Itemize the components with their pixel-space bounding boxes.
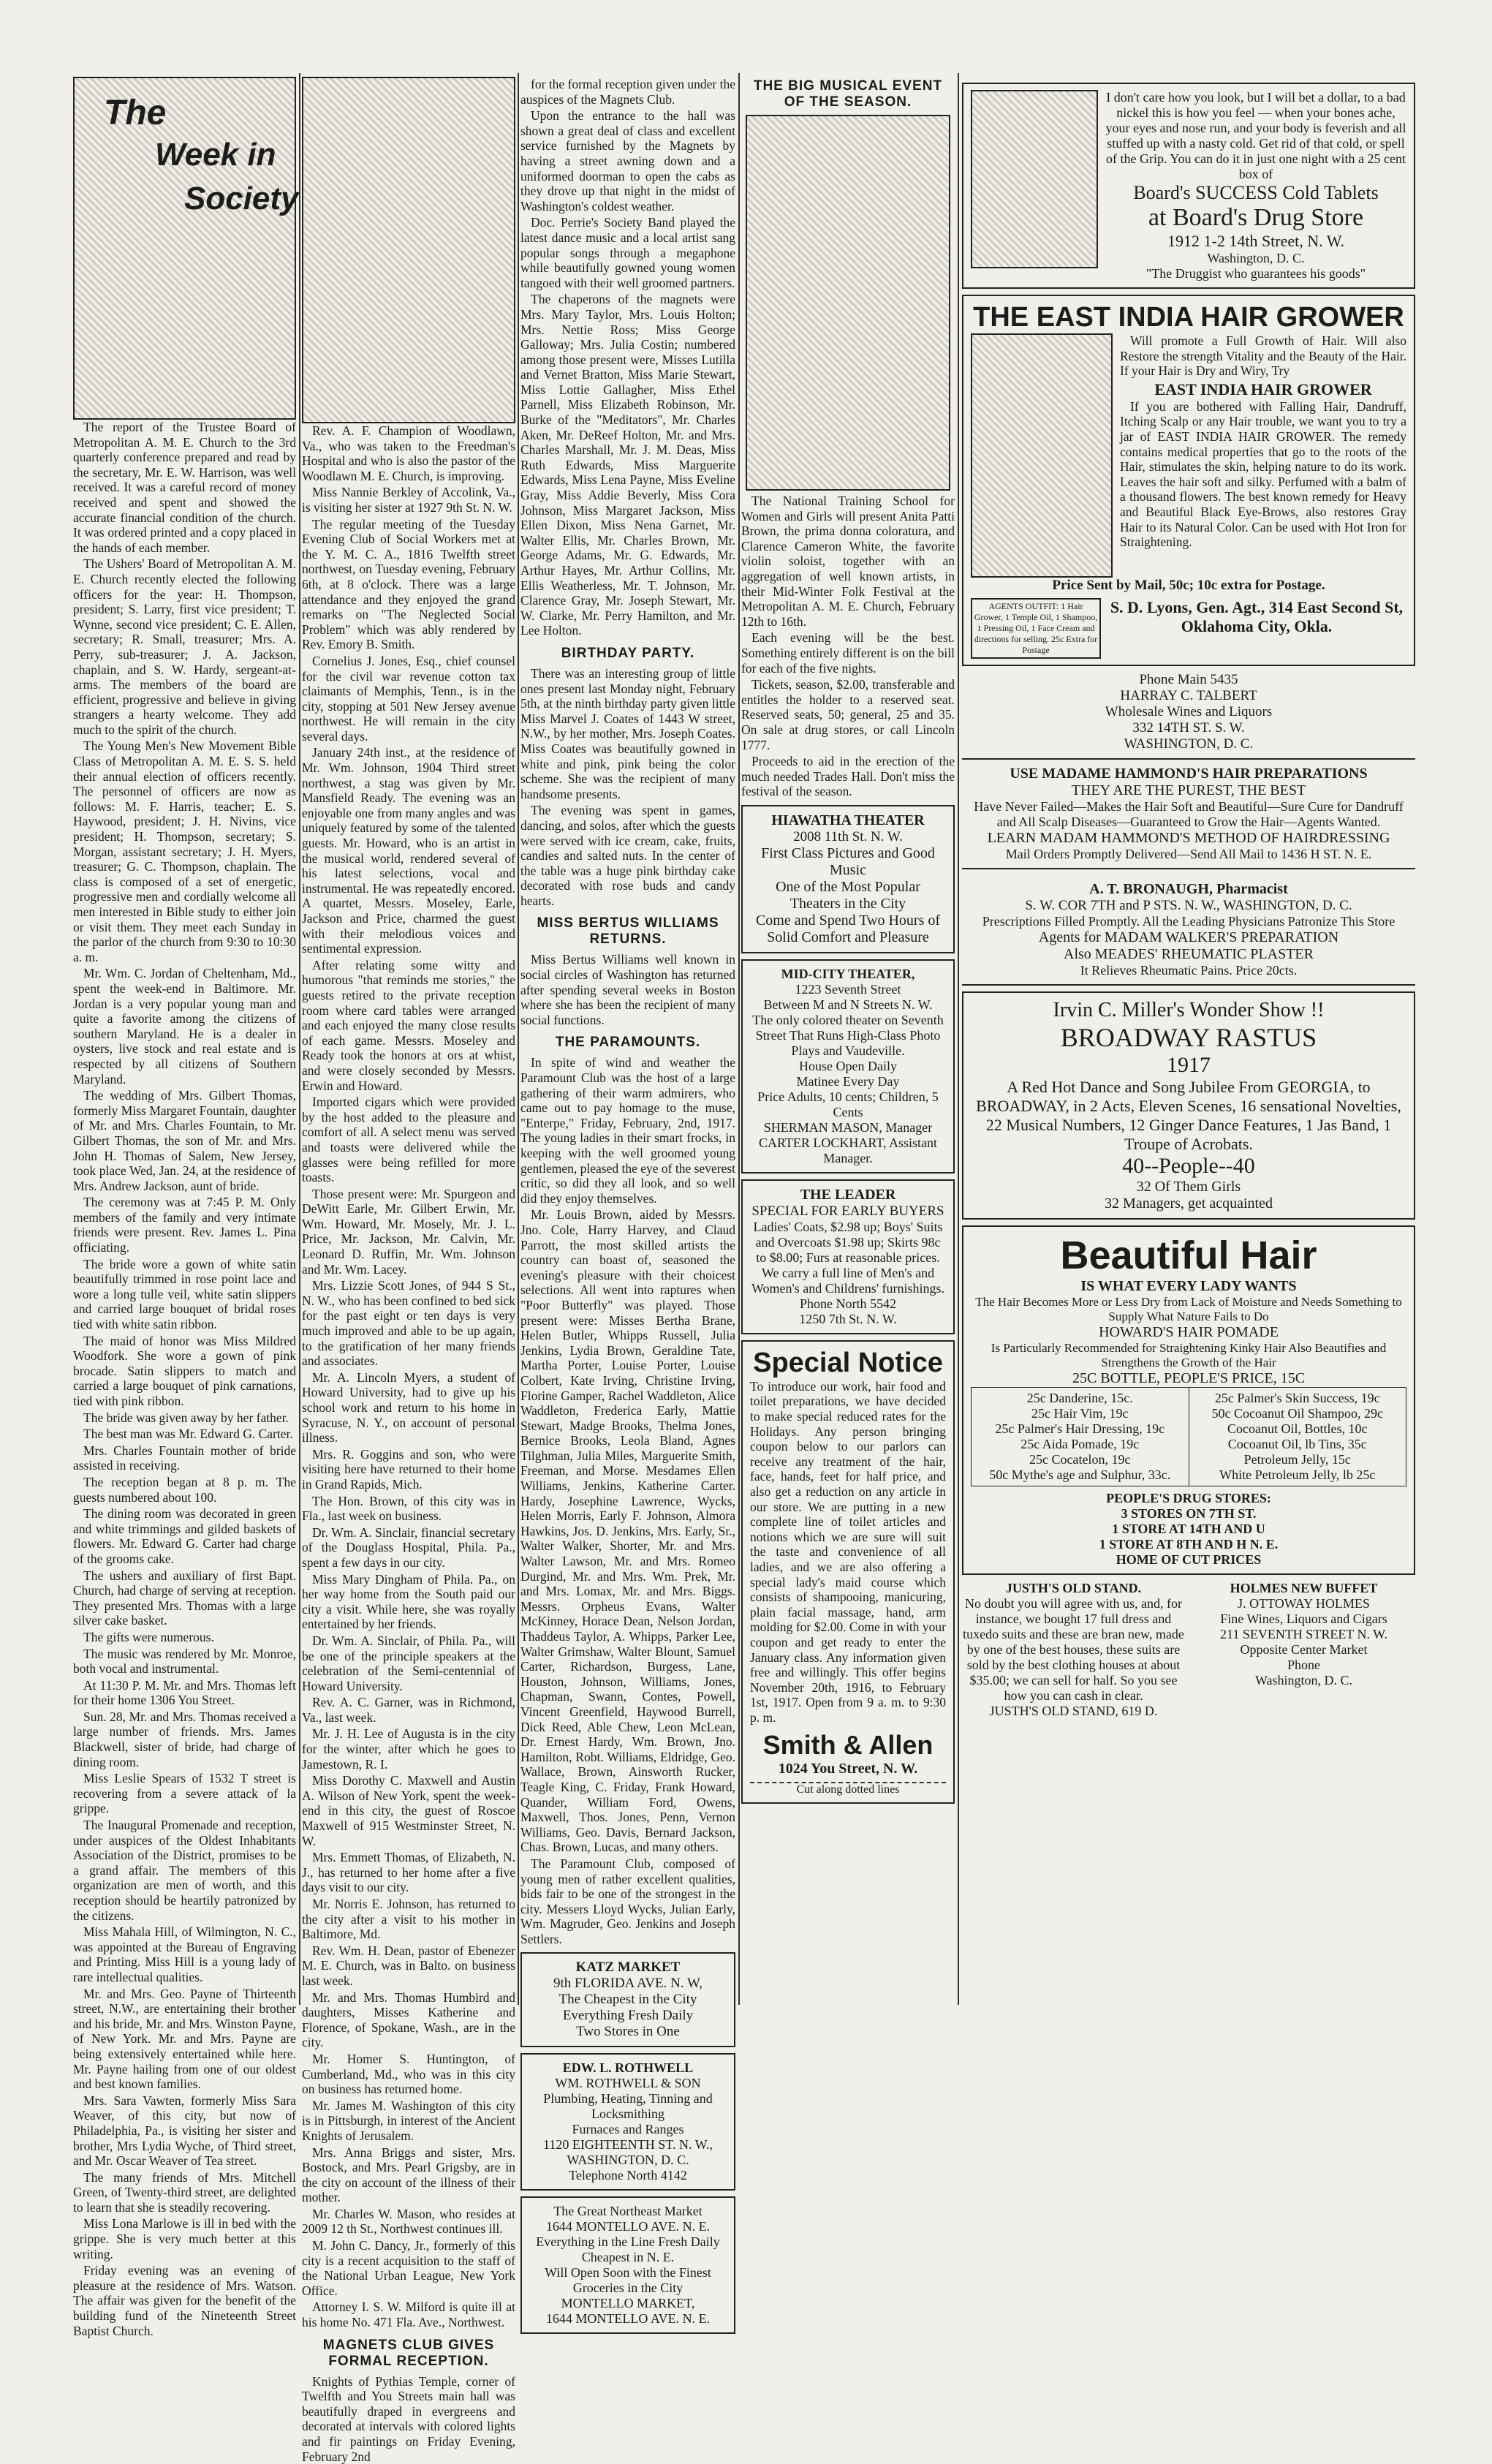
ad-line: Cocoanut Oil, Bottles, 10c (1227, 1421, 1368, 1436)
ad-line: 9th FLORIDA AVE. N. W, (553, 1976, 703, 1992)
paragraph: Mr. Homer S. Huntington, of Cumberland, Md., who was in this city on business has returned home. (302, 2051, 515, 2097)
paragraph: Miss Nannie Berkley of Accolink, Va., is visiting her sister at 1927 9th St. N. W. (302, 485, 515, 515)
ad-line: Two Stores in One (576, 2024, 680, 2040)
ad-line: 1120 EIGHTEENTH ST. N. W., (543, 2137, 713, 2153)
ad-line: A. T. BRONAUGH, Pharmacist (1089, 881, 1288, 897)
katz-market-ad (520, 1952, 735, 2047)
ad-line: Board's SUCCESS Cold Tablets (1133, 182, 1379, 203)
paragraph: After relating some witty and humorous "that reminds me stories," the guests retired to the private reception room where card tables were arranged and each enjoyed the many close results of each game. Messrs. Moseley and Ready took the honors at ors at whist, and were closely seconded by Messrs. Erwin and Howard. (302, 957, 515, 1093)
ad-line: Phone North 5542 (800, 1296, 896, 1311)
paragraph: The gifts were numerous. (83, 1629, 214, 1644)
special-notice-title: Special Notice (753, 1347, 943, 1378)
paragraph: Miss Mary Dingham of Phila. Pa., on her way home from the South paid our city a visit. While here, she was royally entertained by her friends. (302, 1571, 515, 1632)
ad-line: Phone (1287, 1658, 1320, 1672)
ad-line: HOLMES NEW BUFFET (1230, 1581, 1378, 1595)
special-notice-ad (741, 1340, 955, 1804)
ad-line: J. OTTOWAY HOLMES (1238, 1596, 1370, 1611)
paragraph: Proceeds to aid in the erection of the much needed Trades Hall. Don't miss the festival of the season. (741, 754, 955, 799)
paragraph: Mr. Wm. C. Jordan of Cheltenham, Md., spent the week-end in Baltimore. Mr. Jordan is a very popular young man and quite a favorite among the citizens of southern Maryland. He is a dealer in oysters, live stock and real estate and is respected by all citizens of Southern Maryland. (73, 966, 296, 1086)
ad-line: CARTER LOCKHART, Assistant Manager. (758, 1135, 938, 1165)
ad-line: Have Never Failed—Makes the Hair Soft and Beautiful—Sure Cure for Dandruff and All Scalp Diseases—Guaranteed to Grow the Hair—Agents Wanted. (974, 799, 1404, 829)
ad-line: LEARN MADAM HAMMOND'S METHOD OF HAIRDRESSING (987, 830, 1390, 846)
ad-line: WASHINGTON, D. C. (567, 2153, 689, 2168)
ad-line: Plumbing, Heating, Tinning and Locksmithing (543, 2091, 713, 2122)
column-2-articles (302, 423, 515, 2330)
ad-line: WM. ROTHWELL & SON (555, 2076, 701, 2091)
column-4 (741, 77, 955, 2005)
illustration-continuation (302, 77, 515, 423)
justh-ad (962, 1581, 1185, 1719)
ad-line: Washington, D. C. (1254, 1673, 1353, 1688)
hammond-ad (962, 758, 1415, 869)
ad-line: 1644 MONTELLO AVE. N. E. (545, 2311, 711, 2327)
ad-line: Opposite Center Market (1240, 1642, 1368, 1657)
paragraph: Upon the entrance to the hall was shown a great deal of class and excellent service furnished by the Magnets by having a street awning down and a uniformed doorman to open the cabs as they drove up that night in the midst of Washington's coldest weather. (520, 108, 735, 213)
ad-line: 25C BOTTLE, PEOPLE'S PRICE, 15C (1072, 1370, 1306, 1386)
bertus-text: Miss Bertus Williams well known in social circles of Washington has returned after spending several weeks in Boston where she has been the recipient of many social functions. (520, 952, 735, 1027)
smith-allen-name: Smith & Allen (762, 1729, 934, 1760)
paragraph: Rev. Wm. H. Dean, pastor of Ebenezer M. E. Church, was in Balto. on business last week. (302, 1943, 515, 1988)
paragraph: M. John C. Dancy, Jr., formerly of this city is a recent acquisition to the staff of the National Urban League, New York Office. (302, 2238, 515, 2298)
boards-drug-store-ad (962, 83, 1415, 289)
paragraph: Mr. Norris E. Johnson, has returned to the city after a visit to his mother in Baltimore, Md. (302, 1897, 515, 1942)
ad-line: 1644 MONTELLO AVE. N. E. (545, 2219, 711, 2234)
paragraph: The bride wore a gown of white satin beautifully trimmed in rose point lace and wore a long tulle veil, white satin slippers and carried large bouquet of bridal roses tied with white satin ribbon. (73, 1256, 296, 1332)
ad-line: Washington, D. C. (1207, 251, 1305, 265)
ad-line: Cocoanut Oil, lb Tins, 35c (1227, 1437, 1367, 1451)
paragraph: Doc. Perrie's Society Band played the latest dance music and a local artist sang popular songs through a megaphone while beautifully gowned young women tangoed with their well groomed partners. (520, 215, 735, 290)
ad-line: 50c Mythe's age and Sulphur, 33c. (989, 1467, 1171, 1482)
ad-line: 25c Cocatelon, 19c (1029, 1452, 1131, 1467)
east-india-text: If you are bothered with Falling Hair, Dandruff, Itching Scalp or any Hair trouble, we want you to try a jar of EAST INDIA HAIR GROWER. The remedy contains medical properties that go to the roots of the Hair, stimulates the skin, helping nature to do its work. Leaves the hair soft and silky. Perfumed with a balm of a thousand flowers. The best known remedy for Heavy and Beautiful Black Eye-Brows, also restores Gray Hair to its Natural Color. Can be used with Hot Iron for Straightening. (1120, 398, 1406, 550)
ad-line: 1 STORE AT 8TH AND H N. E. (1099, 1537, 1279, 1552)
ad-line: The only colored theater on Seventh Street That Runs High-Class Photo Plays and Vaudeville. (752, 1012, 944, 1058)
paragraph: The Hon. Brown, of this city was in Fla., last week on business. (302, 1493, 515, 1524)
ad-line: Between M and N Streets N. W. (763, 997, 933, 1012)
ad-line: THEY ARE THE PUREST, THE BEST (1071, 782, 1306, 798)
paragraph: The wedding of Mrs. Gilbert Thomas, formerly Miss Margaret Fountain, daughter of Mr. and Mrs. Charles Fountain, to Mr. Gilbert Thomas, the son of Mr. and Mrs. John H. Thomas of Salem, New Jersey, took place Wed, Jan. 24, at the residence of Mrs. Andrew Jackson, aunt of bride. (73, 1088, 296, 1193)
paragraph: Tickets, season, $2.00, transferable and entitles the holder to a reserved seat. Reserved seats, 50; general, 25 and 35. On sale at drug stores, or call Lincoln 1777. (741, 677, 955, 752)
ad-line: JUSTH'S OLD STAND. (1005, 1581, 1142, 1595)
ad-line: HARRAY C. TALBERT (1120, 688, 1257, 703)
ad-line: PEOPLE'S DRUG STORES: (1106, 1491, 1271, 1505)
paragraph: Mrs. Lizzie Scott Jones, of 944 S St., N. W., who has been confined to bed sick for the past eight or ten days is very much improved and able to be up again, to the gratification of her many friends and associates. (302, 1278, 515, 1369)
ad-line: Price Adults, 10 cents; Children, 5 Cents (757, 1089, 939, 1119)
ad-line: Fine Wines, Liquors and Cigars (1220, 1611, 1387, 1626)
ad-line: 32 Managers, get acquainted (1105, 1195, 1273, 1212)
paragraph: Mrs. Anna Briggs and sister, Mrs. Bostock, and Mrs. Pearl Grigsby, are in the city on account of the illness of their mother. (302, 2144, 515, 2205)
paragraph: Dr. Wm. A. Sinclair, of Phila. Pa., will be one of the principle speakers at the celebration of the Semi-centennial of Howard University. (302, 1633, 515, 1693)
midcity-ad (741, 959, 955, 1174)
paragraph: Mr. and Mrs. Geo. Payne of Thirteenth street, N.W., are entertaining their brother and his bride, Mr. and Mrs. Winston Payne, of New York. Mr. and Mrs. Payne are being extensively entertained while here. Mr. Payne hailing from one of our oldest and best known families. (73, 1986, 296, 2092)
paragraph: Miss Lona Marlowe is ill in bed with the grippe. She is very much better at this writing. (73, 2216, 296, 2261)
boards-text (1105, 90, 1406, 281)
east-india-price: Price Sent by Mail, 50c; 10c extra for Postage. (1052, 578, 1325, 593)
ad-line: HOWARD'S HAIR POMADE (1099, 1324, 1279, 1340)
ad-line: at Board's Drug Store (1148, 204, 1364, 231)
column-rule (299, 73, 300, 2005)
ad-line: Ladies' Coats, $2.98 up; Boys' Suits and Overcoats $1.98 up; Skirts 98c to $8.00; Furs at reasonable prices. (753, 1219, 943, 1265)
paragraph: Mrs. Sara Vawten, formerly Miss Sara Weaver, of this city, but now of Philadelphia, Pa., is visiting her sister and brother, Mrs Lydia Wyche, of Third street, and Mr. Oscar Weaver of Tea street. (73, 2093, 296, 2169)
paragraph: Imported cigars which were provided by the host added to the pleasure and comfort of all. A select menu was served and toasts were delivered while the glasses were being refilled for more toasts. (302, 1095, 515, 1185)
ad-line: Irvin C. Miller's Wonder Show !! (1053, 999, 1325, 1021)
column-3-articles (520, 77, 735, 638)
column-3 (520, 77, 735, 2327)
ad-line: A Red Hot Dance and Song Jubilee From GEORGIA, to BROADWAY, in 2 Acts, Eleven Scenes, 16 sensational Novelties, 22 Musical Numbers, 12 Ginger Dance Features, 1 Jas Band, 1 Troupe of Acrobats. (976, 1078, 1401, 1153)
paragraph: Mr. James M. Washington of this city is in Pittsburgh, in interest of the Ancient Knights of Jerusalem. (302, 2098, 515, 2143)
ad-line: The Great Northeast Market (553, 2204, 703, 2219)
leader-ad (741, 1179, 955, 1334)
paragraph: Rev. A. F. Champion of Woodlawn, Va., who was taken to the Freedman's Hospital and who is also the pastor of the Woodlawn M. E. Church, is improving. (302, 423, 515, 483)
rothwell-ad (520, 2053, 735, 2191)
ad-line: MONTELLO MARKET, (561, 2296, 695, 2311)
paragraph: The National Training School for Women and Girls will present Anita Patti Brown, the prima donna coloratura, and Clarence Cameron White, the favorite violin soloist, together with an aggregation of well known artists, in their Mid-Winter Folk Festival at the Metropolitan A. M. E. Church, February 12th to 16th. (741, 494, 955, 629)
paragraph: The ceremony was at 7:45 P. M. Only members of the family and very intimate friends were present. Rev. James L. Pina officiating. (73, 1195, 296, 1255)
woman-portrait (971, 333, 1113, 578)
ad-line: White Petroleum Jelly, lb 25c (1219, 1467, 1376, 1482)
magnets-heading: MAGNETS CLUB GIVES FORMAL RECEPTION. (322, 2337, 495, 2369)
musical-event-article (741, 494, 955, 799)
paragraph: The evening was spent in games, dancing, and solos, after which the guests were served with ice cream, cake, fruits, candies and salted nuts. In the center of the table was a huge pink birthday cake decorated with rose buds and candy hearts. (520, 803, 735, 908)
ad-line: Prescriptions Filled Promptly. All the Leading Physicians Patronize This Store (982, 914, 1396, 929)
east-india-name: EAST INDIA HAIR GROWER (1154, 379, 1372, 398)
paragraph: The bride was given away by her father. (83, 1410, 289, 1425)
ad-line: SPECIAL FOR EARLY BUYERS (751, 1203, 944, 1219)
hiawatha-ad (741, 805, 955, 953)
ad-line: 25c Hair Vim, 19c (1031, 1406, 1129, 1421)
ad-line: It Relieves Rheumatic Pains. Price 20cts. (1080, 963, 1298, 978)
ad-line: Phone Main 5435 (1139, 672, 1238, 687)
paragraph: There was an interesting group of little ones present last Monday night, February 5th, at the ninth birthday party given little Miss Marvel J. Coates of 1443 W street, N.W., by her mother, Mrs. Joseph Coates. Miss Coates was beautifully gowned in white and pink, pink being the color scheme. She was the recipient of many handsome presents. (520, 665, 735, 801)
paragraph: Cornelius J. Jones, Esq., chief counsel for the civil war revenue cotton tax claimants of Memphis, Tenn., is in the city, stopping at 501 New Jersey avenue northwest. He will remain in the city several days. (302, 653, 515, 744)
paragraph: Mr. Charles W. Mason, who resides at 2009 12 th St., Northwest continues ill. (302, 2206, 515, 2237)
paragraph: The report of the Trustee Board of Metropolitan A. M. E. Church to the 3rd quarterly conference prepared and read by the secretary, Mr. E. W. Harrison, was well received. It was a careful record of money received and spent and showed the accurate financial condition of the church. It was ordered printed and a copy placed in the hands of each member. (73, 420, 296, 555)
smith-allen-address: 1024 You Street, N. W. (778, 1760, 918, 1777)
ad-line: Also MEADES' RHEUMATIC PLASTER (1064, 946, 1314, 962)
paragraph: The regular meeting of the Tuesday Evening Club of Social Workers met at the Y. M. C. A., 1816 Twelfth street northwest, on Tuesday evening, February 6th, at 8 o'clock. There was a large attendance and they enjoyed the grand remarks on "The Neglected Social Problem" which was ably rendered by Rev. Emory B. Smith. (302, 516, 515, 652)
ad-line: 332 14TH ST. S. W. (1132, 720, 1245, 736)
ad-line: 1917 (1167, 1053, 1211, 1077)
ad-line: Come and Spend Two Hours of Solid Comfort and Pleasure (755, 912, 941, 945)
agents-outfit-box: AGENTS OUTFIT: 1 Hair Grower, 1 Temple Oil, 1 Shampoo, 1 Pressing Oil, 1 Face Cream and directions for selling. 25c Extra for Postage (971, 598, 1101, 659)
east-india-text: Will promote a Full Growth of Hair. Will also Restore the strength Vitality and the Beauty of the Hair. If your Hair is Dry and Wiry, Try (1120, 333, 1406, 379)
ad-line: MID-CITY THEATER, (781, 966, 915, 981)
holmes-ad (1192, 1581, 1415, 1719)
paragraph: In spite of wind and weather the Paramount Club was the host of a large gathering of their warm admirers, who came out to pay homage to the muse, "Enterpe," Friday, February, 2nd, 1917. The young ladies in their smart frocks, in keeping with the well groomed young gentlemen, pleased the eye of the severest critic, so did they all look, and so well did they enjoy themselves. (520, 1055, 735, 1206)
column-2 (302, 77, 515, 2464)
bertus-heading: MISS BERTUS WILLIAMS RETURNS. (537, 915, 719, 948)
column-rule (518, 73, 519, 2005)
ad-line: 1250 7th St. N. W. (799, 1311, 897, 1326)
magnets-text: Knights of Pythias Temple, corner of Twelfth and You Streets main hall was beautifully draped in evergreens and decorated at intervals with colored lights and fir paintings on Friday Evening, February 2nd (302, 2373, 515, 2464)
paragraph: for the formal reception given under the auspices of the Magnets Club. (520, 77, 735, 107)
ad-line: 25c Palmer's Hair Dressing, 19c (995, 1421, 1165, 1436)
ad-line: 211 SEVENTH STREET N. W. (1219, 1627, 1387, 1641)
ad-line: Wholesale Wines and Liquors (1105, 704, 1273, 719)
lyons-agent: S. D. Lyons, Gen. Agt., 314 East Second St, Oklahoma City, Okla. (1110, 598, 1404, 635)
paramounts-heading: THE PARAMOUNTS. (555, 1035, 701, 1051)
paragraph: The reception began at 8 p. m. The guests numbered about 100. (73, 1474, 296, 1505)
paragraph: The Paramount Club, composed of young men of rather excellent qualities, bids fair to be one of the strongest in the city. Messers Lloyd Wycks, Julian Early, Wm. Magruder, Geo. Jenkins and Joseph Settlers. (520, 1856, 735, 1946)
paragraph: Miss Leslie Spears of 1532 T street is recovering from a severe attack of la grippe. (73, 1771, 296, 1816)
paragraph: Mr. A. Lincoln Myers, a student of Howard University, had to give up his school work and return to his home in Syracuse, N. Y., on account of personal illness. (302, 1369, 515, 1445)
masthead-word: The (104, 94, 167, 132)
ad-line: 2008 11th St. N. W. (793, 828, 903, 844)
ad-line: 1223 Seventh Street (795, 981, 901, 997)
ad-line: 1912 1-2 14th Street, N. W. (1167, 232, 1344, 250)
paragraph: Mrs. Charles Fountain mother of bride assisted in receiving. (73, 1443, 296, 1473)
paragraph: Friday evening was an evening of pleasure at the residence of Mrs. Watson. The affair was given for the benefit of the building fund of the Nineteenth Street Baptist Church. (73, 2263, 296, 2338)
ad-line: Petroleum Jelly, 15c (1243, 1452, 1351, 1467)
paramounts-article (520, 1055, 735, 1946)
ad-line: Is Particularly Recommended for Straightening Kinky Hair Also Beautifies and Strengthens the Growth of the Hair (991, 1341, 1387, 1369)
ad-line: Mail Orders Promptly Delivered—Send All Mail to 1436 H ST. N. E. (1005, 847, 1372, 861)
peoples-drug-stores (971, 1491, 1406, 1568)
ad-line: 25c Palmer's Skin Success, 19c (1214, 1391, 1380, 1405)
ad-line: S. W. COR 7TH and P STS. N. W., WASHINGTON, D. C. (1025, 898, 1352, 913)
society-masthead-illustration (73, 77, 299, 420)
ad-line: KATZ MARKET (575, 1960, 681, 1976)
ad-line: BROADWAY RASTUS (1060, 1023, 1317, 1052)
paragraph: Dr. Wm. A. Sinclair, financial secretary of the Douglass Hospital, Phila. Pa., spent a few days in our city. (302, 1524, 515, 1570)
paragraph: Miss Dorothy C. Maxwell and Austin A. Wilson of New York, spent the week-end in this city, the guest of Roscoe Maxwell of 915 Westminster Street, N. W. (302, 1773, 515, 1848)
east-india-title: THE EAST INDIA HAIR GROWER (973, 302, 1404, 333)
paragraph: January 24th inst., at the residence of Mr. Wm. Johnson, 1904 Third street northwest, a stag was given by Mr. Mansfield Ready. The evening was an enjoyable one from many angles and was uniquely featured by some of the talented guests. Mr. Howard, who is an artist in the musical world, rendered several of his latest selections, vocal and instrumental. He was repeatedly encored. A quartet, Messrs. Moseley, Earle, Jackson and Price, charmed the guest with their melodious voices and sentimental expression. (302, 745, 515, 956)
cartoon-face-illustration (971, 90, 1098, 268)
ad-line: 32 Of Them Girls (1136, 1179, 1241, 1195)
paragraph: Mr. J. H. Lee of Augusta is in the city for the winter, after which he goes to Jamestown, R. I. (302, 1726, 515, 1772)
ad-line: 25c Aida Pomade, 19c (1020, 1437, 1140, 1451)
paragraph: The Young Men's New Movement Bible Class of Metropolitan A. M. E. S. S. held their annual election of officers recently. The personnel of officers are now as follows: M. F. Harris, teacher; E. S. Haywood, president; J. H. Nivins, vice president; H. Thompson, secretary; S. Morgan, assistant secretary; J. H. Myers, treasurer; G. C. Thompson, chaplain. The class is composed of a set of energetic, progressive men and cordially welcome all men interested in Bible study to either join or visit them. They meet each Sunday in the parlor of the church from 9:30 to 10:30 a. m. (73, 738, 296, 964)
paragraph: Mr. and Mrs. Thomas Humbird and daughters, Misses Katherine and Florence, of Spokane, Wash., are in the city. (302, 1989, 515, 2050)
price-list-right (1189, 1388, 1406, 1486)
paragraph: Mrs. R. Goggins and son, who were visiting here have returned to their home in Grand Rapids, Mich. (302, 1446, 515, 1492)
beautiful-hair-title: Beautiful Hair (1060, 1233, 1317, 1277)
ad-line: IS WHAT EVERY LADY WANTS (1080, 1278, 1297, 1294)
ad-line: SHERMAN MASON, Manager (763, 1119, 933, 1135)
column-1 (73, 77, 299, 2338)
special-notice-text: To introduce our work, hair food and toilet preparations, we have decided to make special reduced rates for the Holidays. Any person bringing coupon below to our parlors can receive any treatment of the hair, face, hands, feet for half price, and also get a reduction on any article in our store. We are putting in a new complete line of toilet articles and notions which we are sure will suit the taste and convenience of all ladies, and we are also offering a special lady's maid course which consists of shampooing, manicuring, plain facial massage, hand, arm molding for $2.00. Come in with your coupon and get ready to enter the January class. Any information given free and willingly. This offer begins November 20th, 1916, to February 1st, 1917. Open from 9 a. m. to 9:30 p. m. (750, 1378, 946, 1725)
paragraph: The maid of honor was Miss Mildred Woodfork. She wore a gown of pink brocade. Satin slippers to match and carried a large bouquet of pink carnations, tied with pink ribbon. (73, 1333, 296, 1408)
bottom-ads (962, 1581, 1415, 1719)
paragraph: The ushers and auxiliary of first Bapt. Church, had charge of serving at reception. They presented Mrs. Thomas with a large silver cake basket. (73, 1568, 296, 1628)
paragraph: The best man was Mr. Edward G. Carter. (83, 1426, 293, 1442)
ad-line: Furnaces and Ranges (572, 2122, 684, 2137)
paragraph: The dining room was decorated in green and white trimmings and gilded baskets of flowers. Mr. Edward G. Carter had charge of the grooms cake. (73, 1506, 296, 1566)
ad-line: USE MADAME HAMMOND'S HAIR PREPARATIONS (1010, 766, 1368, 782)
ad-line: One of the Most Popular Theaters in the City (776, 878, 920, 912)
ad-line: Matinee Every Day (796, 1073, 900, 1089)
ad-line: I don't care how you look, but I will bet a dollar, to a bad nickel this is how you feel — when your bones ache, your eyes and nose run, and your body is feverish and all stuffed up with a nasty cold. Get rid of that cold, or spell of the Grip. You can do it in just one night with a 25 cent box of (1105, 90, 1406, 181)
paragraph: Those present were: Mr. Spurgeon and DeWitt Earle, Mr. Gilbert Erwin, Mr. Wm. Howard, Mr. Mosely, Mr. J. L. Price, Mr. Jackson, Mr. Calvin, Mr. Leonard D. Ruffin, Mr. Wm. Johnson and Mr. Wm. Lacey. (302, 1186, 515, 1277)
ad-line: "The Druggist who guarantees his goods" (1145, 266, 1366, 281)
paragraph: Mr. Louis Brown, aided by Messrs. Jno. Cole, Harry Harvey, and Claud Parrott, the most skilled artists the country can boast of, seasoned the evening's pleasure with their choicest selections. All went into raptures when "Poor Butterfly" was played. Those present were: Misses Bertha Brane, Helen Butler, Whipps Russell, Julia Jenkins, Lydia Brown, Geraldine Tate, Martha Porter, Louise Porter, Louise Colbert, Kate Irving, Christine Irving, Florine Gamper, Rachel Waddleton, Alice Waddleton, Frederica Early, Mattie Stewart, Madge Brooks, Thelma Jones, Bernice Brooks, Leola Bland, Agnes Tilghman, Julia Miles, Marguerite Smith, Freeman, and Morse. Mesdames Ellen Williams, Jenkins, Katherine Carter. Hardy, Josephine Lawrence, Wycks, Helen Morris, Early F. Johnson, Almora Hawkins, Jos. D. Jenkins, Mrs. Early, Sr., Walter Walker, Shorter, Mr. and Mrs. Walter Lawson, Mr. and Mrs. Romeo Durgind, Mr. and Mrs. Wm. Prek, Mr. and Mrs. Lomax, Mr. and Mrs. Biggs. Messrs. Orpheus Evans, Walter McKinney, Horace Dean, Nelson Jordan, Thaddeus Taylor, A. Whipps, Parker Lee, Walter Grimshaw, Walter Blount, Samuel Carter, Richardson, Burgess, Lane, Houston, Johnson, Williams, Jones, Chapman, Swann, Contes, Powell, Vincent Greenfield, Haywood Burrell, Dick Reed, Able Chew, Leon McLean, Dr. Ernest Hardy, Wm. Brown, Jno. Hamilton, Robt. Williams, Eldridge, Geo. Wallace, Brown, Ainsworth Rucker, Teagle King, C. Friday, Frank Howard, Quander, William Ford, Owens, Maxwell, Thos. Jones, Penn, Vernon Williams, Geo. Davis, Bernard Jackson, Chas. Brown, Lucas, and many others. (520, 1207, 735, 1855)
birthday-heading: BIRTHDAY PARTY. (561, 645, 695, 661)
ad-line: JUSTH'S OLD STAND, 619 D. (989, 1704, 1158, 1718)
ad-line: Will Open Soon with the Finest Groceries in the City (545, 2265, 711, 2296)
portrait-photo (746, 115, 950, 491)
ad-line: We carry a full line of Men's and Women's and Childrens' furnishings. (751, 1265, 944, 1296)
ad-line: THE LEADER (800, 1186, 896, 1203)
ad-line: Everything in the Line Fresh Daily (536, 2234, 720, 2250)
musical-event-heading: THE BIG MUSICAL EVENT OF THE SEASON. (753, 78, 943, 110)
paragraph: At 11:30 P. M. Mr. and Mrs. Thomas left for their home 1306 You Street. (73, 1677, 296, 1708)
ad-line: Agents for MADAM WALKER'S PREPARATION (1038, 929, 1339, 945)
masthead-word: Society (184, 181, 299, 216)
ad-line: No doubt you will agree with us, and, for instance, we bought 17 full dress and tuxedo suits and these are bran new, made by one of the best houses, these suits are sold by the best clothing houses at about $35.00; we can sell for half. So you see how you can cash in clear. (963, 1596, 1184, 1703)
birthday-article (520, 666, 735, 909)
montello-market-ad (520, 2196, 735, 2334)
bronaugh-ad (962, 875, 1415, 986)
ad-line: HIAWATHA THEATER (771, 812, 925, 828)
ad-line: 3 STORES ON 7TH ST. (1121, 1506, 1257, 1521)
ad-line: Telephone North 4142 (569, 2168, 687, 2183)
cut-line: Cut along dotted lines (750, 1782, 946, 1796)
paragraph: The Inaugural Promenade and reception, under auspices of the Oldest Inhabitants Association of the District, promises to be a grand affair. The members of this organization are men of worth, and this reception should be heartily patronized by the citizens. (73, 1818, 296, 1923)
ad-line: Everything Fresh Daily (562, 2008, 694, 2024)
ad-line: Cheapest in N. E. (581, 2250, 675, 2265)
ad-line: The Cheapest in the City (558, 1992, 697, 2008)
paragraph: Miss Mahala Hill, of Wilmington, N. C., was appointed at the Bureau of Engraving and Printing. Miss Hill is a young lady of rare intellectual qualities. (73, 1924, 296, 1984)
paragraph: Rev. A. C. Garner, was in Richmond, Va., last week. (302, 1695, 515, 1725)
ad-line: 40--People--40 (1122, 1154, 1255, 1178)
ad-line: 25c Danderine, 15c. (1026, 1391, 1133, 1405)
paragraph: The many friends of Mrs. Mitchell Green, of Twenty-third street, are delighted to learn that she is steadily recovering. (73, 2169, 296, 2215)
paragraph: The Ushers' Board of Metropolitan A. M. E. Church recently elected the following officers for the year: H. Thompson, president; S. Larry, first vice president; T. Wynne, second vice president; C. E. Allen, secretary; R. Small, treasurer; Mrs. A. Perry, sub-treasurer; J. A. Jackson, chaplain, and S. W. Hardy, sergeant-at-arms. The members of the board are efficient, progressive and believe in giving strangers a hearty welcome. They add much to the spirit of the church. (73, 556, 296, 737)
ad-line: WASHINGTON, D. C. (1124, 736, 1254, 752)
ad-line: House Open Daily (799, 1058, 897, 1073)
paragraph: Mrs. Emmett Thomas, of Elizabeth, N. J., has returned to her home after a five days visit to our city. (302, 1850, 515, 1895)
ad-line: HOME OF CUT PRICES (1116, 1552, 1262, 1567)
masthead-word: Week in (155, 137, 276, 173)
column-rule (958, 73, 959, 2005)
price-list-left (972, 1388, 1189, 1486)
ad-line: 50c Cocoanut Oil Shampoo, 29c (1211, 1406, 1383, 1421)
paragraph: The music was rendered by Mr. Monroe, both vocal and instrumental. (73, 1646, 296, 1677)
ad-line: First Class Pictures and Good Music (761, 844, 935, 878)
ad-line: The Hair Becomes More or Less Dry from Lack of Moisture and Needs Something to Supply What Nature Fails to Do (975, 1295, 1402, 1323)
column-5 (962, 77, 1415, 2005)
paragraph: The chaperons of the magnets were Mrs. Mary Taylor, Mrs. Louis Holton; Mrs. Nettie Ross; Miss George Galloway; Mrs. Julia Costin; numbered among those present were, Misses Lutilla and Vernet Bratton, Miss Marie Stewart, Miss Lottie Gallagher, Miss Ethel Parnell, Miss Elizabeth Robinson, Mr. Burke of the "Meditators", Mr. Charles Aken, Mr. DeReef Holton, Mr. and Mrs. Charles Marshall, Mr. J. M. Deas, Miss Ruth Edwards, Miss Marguerite Edwards, Miss Lena Payne, Miss Eveline Gray, Miss Addie Beverly, Miss Cora Johnson, Miss Margaret Jackson, Miss Ellen Dixon, Miss Nena Garnet, Mr. Walter Ellis, Mr. Charles Brown, Mr. George Adams, Mr. G. Edwards, Mr. Arthur Hayes, Mr. Arthur Collins, Mr. Ellis Weatherless, Mr. T. Johnson, Mr. Clarence Gray, Mr. Joseph Stewart, Mr. W. Clarke, Mr. Perry Hamilton, and Mr. Lee Holton. (520, 292, 735, 638)
ad-line: EDW. L. ROTHWELL (562, 2060, 694, 2076)
column-rule (738, 73, 740, 2005)
paragraph: Attorney I. S. W. Milford is quite ill at his home No. 471 Fla. Ave., Northwest. (302, 2299, 515, 2330)
talbert-ad (962, 672, 1415, 752)
miller-wonder-show-ad (962, 991, 1415, 1220)
paragraph: Sun. 28, Mr. and Mrs. Thomas received a large number of friends. Mrs. James Blackwell, sister of bride, had charge of dining room. (73, 1709, 296, 1769)
ad-line: 1 STORE AT 14TH AND U (1112, 1522, 1265, 1536)
column-1-articles (73, 420, 296, 2338)
east-india-hair-grower-ad (962, 295, 1415, 666)
paragraph: Each evening will be the best. Something entirely different is on the bill for each of the five nights. (741, 630, 955, 676)
beautiful-hair-ad (962, 1225, 1415, 1575)
